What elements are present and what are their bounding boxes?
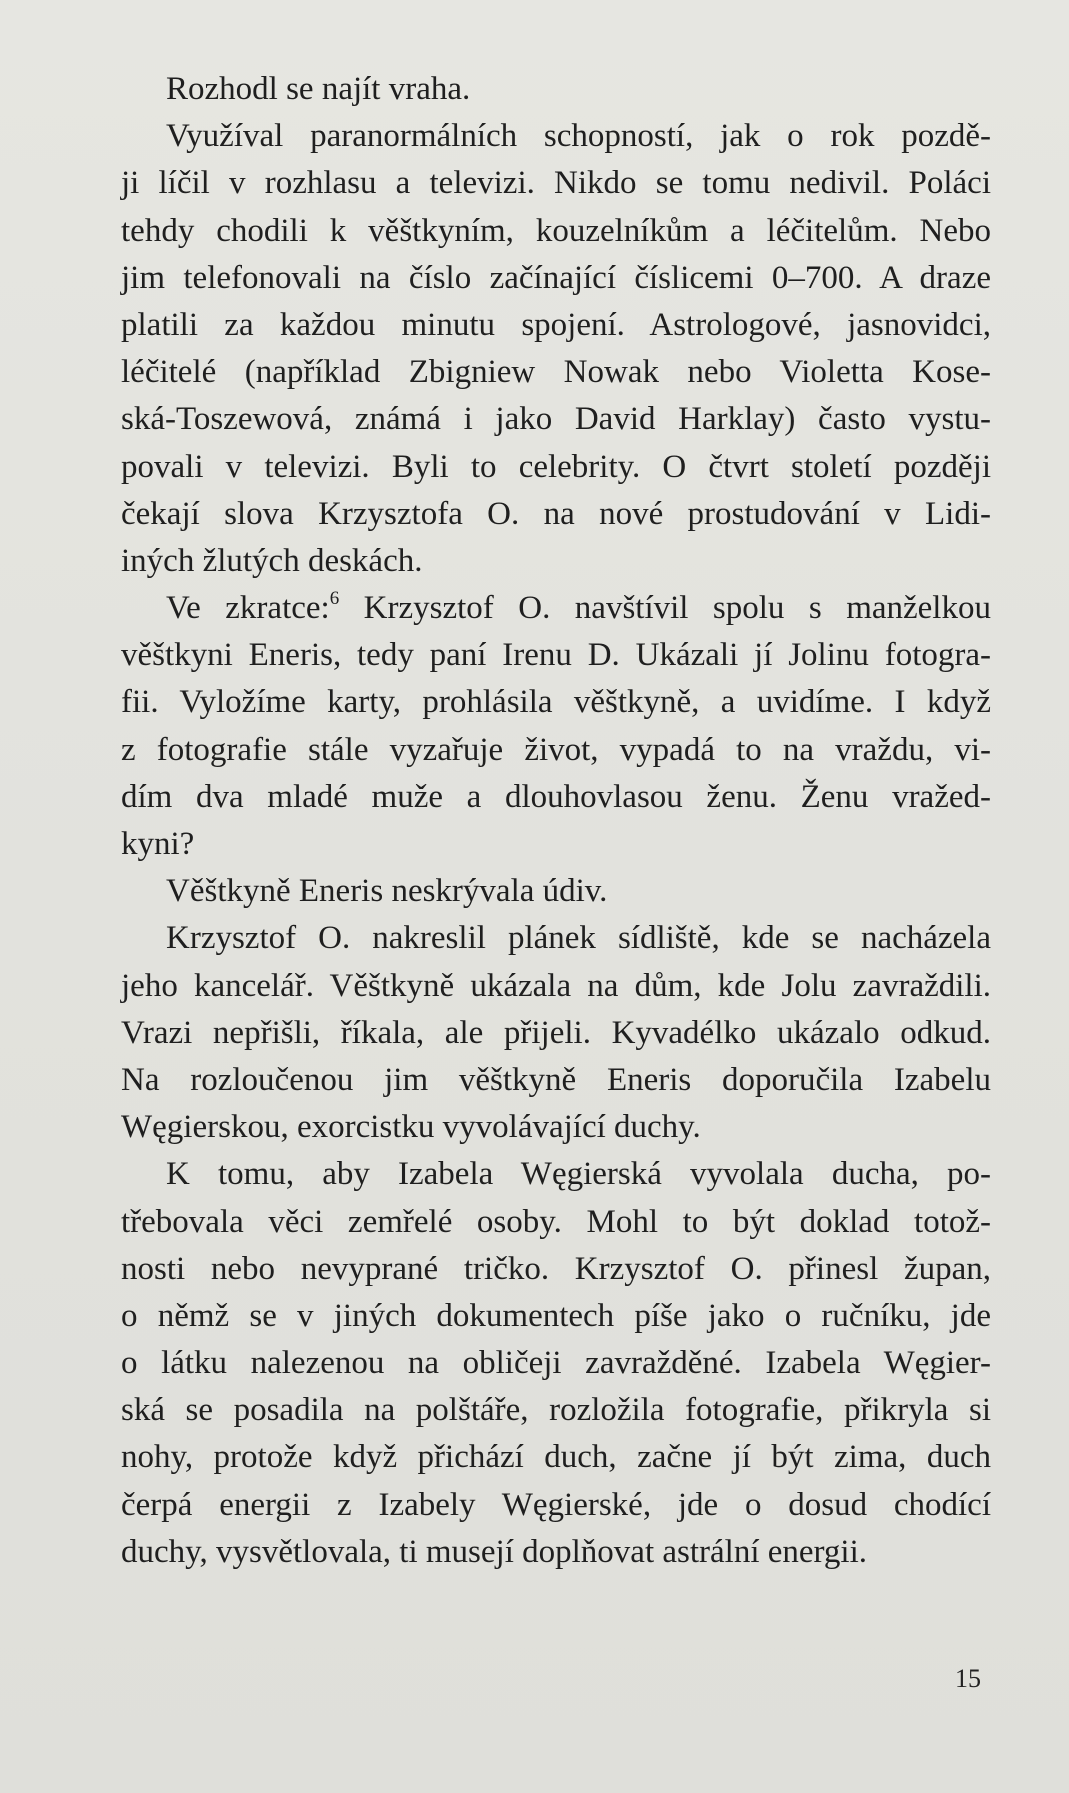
paragraph-5-line-4: Na rozloučenou jim věštkyně Eneris doporučila Izabelu <box>121 1061 991 1098</box>
paragraph-2-line-3: tehdy chodili k věštkyním, kouzelníkům a léčitelům. Nebo <box>121 212 991 249</box>
paragraph-3-lead: Ve zkratce: <box>166 590 330 627</box>
paragraph-3-line-5: dím dva mladé muže a dlouhovlasou ženu. Ženu vražed- <box>121 778 991 815</box>
paragraph-3-line-3: fii. Vyložíme karty, prohlásila věštkyně, a uvidíme. I když <box>121 684 991 721</box>
paragraph-2-line-5: platili za každou minutu spojení. Astrologové, jasnovidci, <box>121 306 991 343</box>
paragraph-2-line-6: léčitelé (například Zbigniew Nowak nebo Violetta Kose- <box>121 354 991 391</box>
paragraph-2-line-2: ji líčil v rozhlasu a televizi. Nikdo se tomu nedivil. Poláci <box>121 165 991 202</box>
paragraph-6-line-9: duchy, vysvětlovala, ti musejí doplňovat astrální energii. <box>121 1533 868 1570</box>
paragraph-6-line-6: ská se posadila na polštáře, rozložila fotografie, přikryla si <box>121 1392 991 1429</box>
paragraph-5-line-3: Vrazi nepřišli, říkala, ale přijeli. Kyvadélko ukázalo odkud. <box>121 1014 991 1051</box>
paragraph-5-line-5: Węgierskou, exorcistku vyvolávající duchy. <box>121 1109 701 1146</box>
paragraph-4-line-1: Věštkyně Eneris neskrývala údiv. <box>166 873 608 910</box>
paragraph-2-line-8: povali v televizi. Byli to celebrity. O čtvrt století později <box>121 448 991 485</box>
paragraph-5-line-2: jeho kancelář. Věštkyně ukázala na dům, kde Jolu zavraždili. <box>121 967 991 1004</box>
paragraph-6-line-2: třebovala věci zemřelé osoby. Mohl to být doklad totož- <box>121 1203 991 1240</box>
paragraph-3-line-2: věštkyni Eneris, tedy paní Irenu D. Ukázali jí Jolinu fotogra- <box>121 637 991 674</box>
page-number: 15 <box>955 1664 981 1693</box>
paragraph-6-line-7: nohy, protože když přichází duch, začne jí být zima, duch <box>121 1439 991 1476</box>
paragraph-1-line-1: Rozhodl se najít vraha. <box>166 71 471 107</box>
paragraph-2-line-4: jim telefonovali na číslo začínající číslicemi 0–700. A draze <box>121 259 991 296</box>
paragraph-3-line-4: z fotografie stále vyzařuje život, vypadá to na vraždu, vi- <box>121 731 991 768</box>
paragraph-6-line-4: o němž se v jiných dokumentech píše jako o ručníku, jde <box>121 1297 991 1334</box>
paragraph-6-line-1: K tomu, aby Izabela Węgierská vyvolala ducha, po- <box>166 1156 991 1193</box>
body-text <box>121 66 991 1576</box>
paragraph-2-line-9: čekají slova Krzysztofa O. na nové prostudování v Lidi- <box>121 495 991 532</box>
paragraph-5-line-1: Krzysztof O. nakreslil plánek sídliště, kde se nacházela <box>166 920 991 957</box>
paragraph-6-line-3: nosti nebo nevyprané tričko. Krzysztof O. přinesl župan, <box>121 1250 991 1287</box>
paragraph-2-line-7: ská-Toszewová, známá i jako David Harklay) často vystu- <box>121 401 991 438</box>
paragraph-6-line-5: o látku nalezenou na obličeji zavražděné. Izabela Węgier- <box>121 1345 991 1382</box>
paragraph-3-lead-rest: Krzysztof O. navštívil spolu s manželkou <box>339 590 991 627</box>
paragraph-3-line-1 <box>121 585 991 632</box>
footnote-marker[interactable]: 6 <box>329 588 340 610</box>
paragraph-2-line-1: Využíval paranormálních schopností, jak o rok pozdě- <box>166 118 991 155</box>
paragraph-2-line-10: iných žlutých deskách. <box>121 542 423 579</box>
paragraph-6-line-8: čerpá energii z Izabely Węgierské, jde o dosud chodící <box>121 1486 991 1523</box>
paragraph-3-line-6: kyni? <box>121 826 195 862</box>
